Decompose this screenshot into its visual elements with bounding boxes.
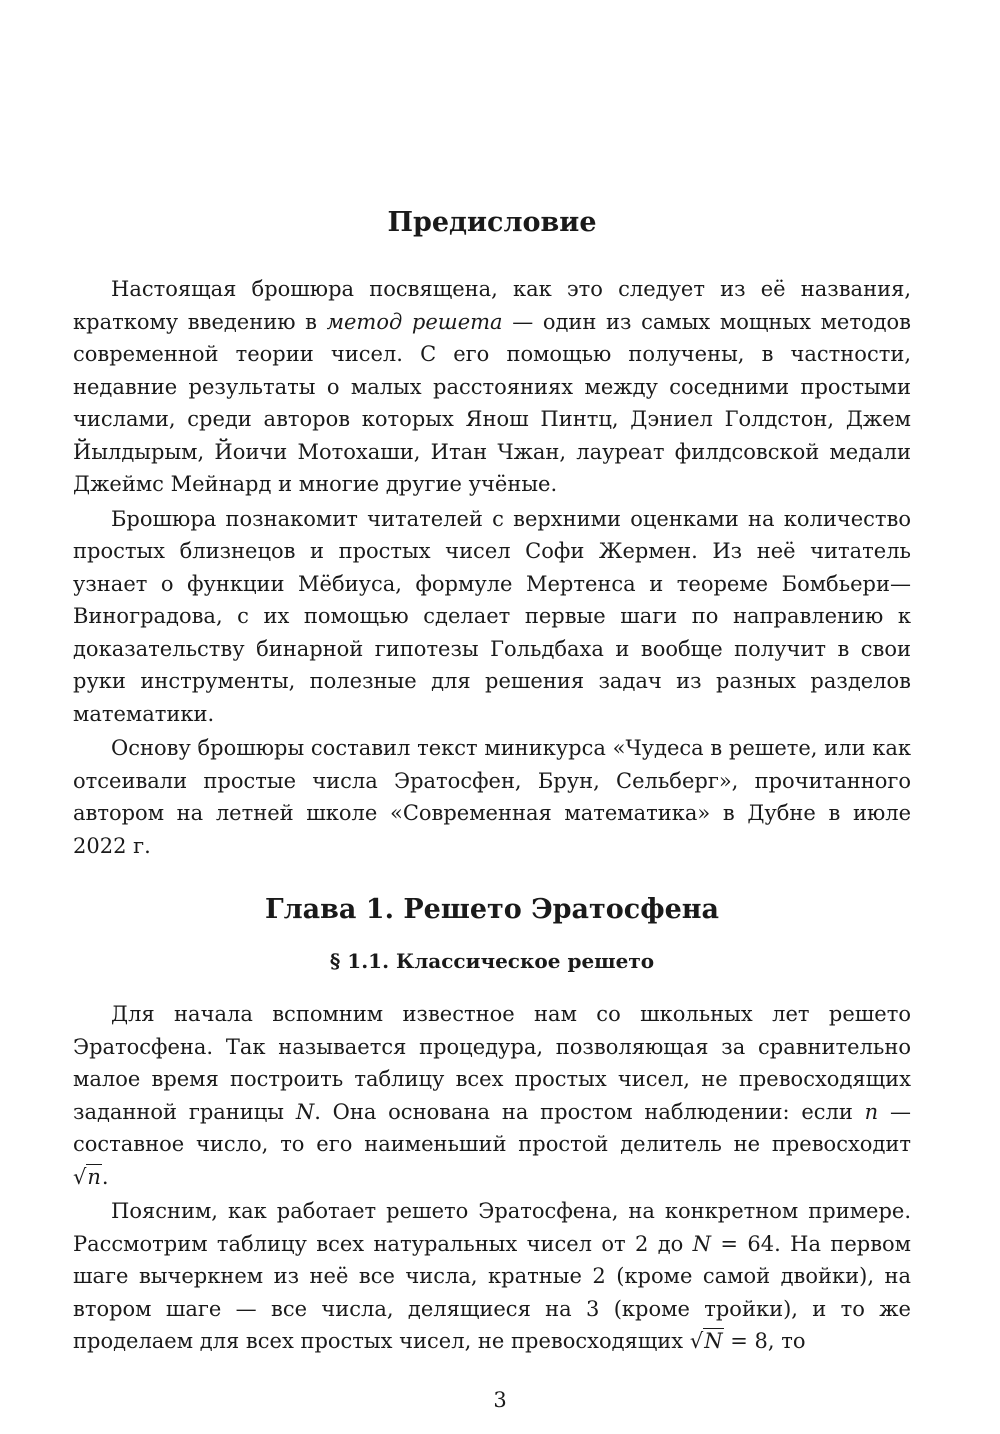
- chapter-p1-text-b: . Она основана на простом наблюдении: если: [314, 1099, 865, 1124]
- chapter-paragraph-2: [73, 1195, 911, 1358]
- sqrt-symbol: √: [73, 1164, 87, 1189]
- sqrt-symbol-2: √: [689, 1329, 704, 1353]
- preface-title: Предисловие: [387, 207, 597, 238]
- chapter-p1-text-c: — составное число, то его наименьший простой делитель не превосходит: [73, 1099, 911, 1156]
- chapter-p1-text-a: Для начала вспомним известное нам со школьных лет решето Эратосфена. Так называется процедура, позволяющая за сравнительно малое время построить таблицу всех простых чисел, не превосходящих заданной границы: [73, 1002, 911, 1124]
- chapter-p2-text-a: Поясним, как работает решето Эратосфена, на конкретном примере. Рассмотрим таблицу всех натуральных чисел от 2 до: [73, 1199, 911, 1256]
- page-number: 3: [493, 1388, 507, 1412]
- chapter-paragraph-1: [73, 998, 911, 1193]
- chapter-p2-text-c: = 8, то: [723, 1329, 806, 1353]
- preface-p1-emphasis: метод решета: [326, 309, 503, 334]
- preface-paragraph-2: Брошюра познакомит читателей с верхними оценками на количество простых близнецов и простых чисел Софи Жермен. Из неё читатель узнает о функции Мёбиуса, формуле Мертенса и теореме Бомбьери—Виноградова, с их помощью сделает первые шаги по направлению к доказательству бинарной гипотезы Гольдбаха и вообще получит в свои руки инструменты, полезные для решения задач из разных разделов математики.: [73, 506, 911, 726]
- math-N: N: [295, 1099, 315, 1124]
- sqrt-argument-n: n: [87, 1164, 101, 1189]
- math-N-2: N: [692, 1231, 712, 1256]
- sqrt-argument-N: N: [704, 1329, 723, 1353]
- math-n: n: [864, 1099, 879, 1124]
- page-content: [73, 205, 911, 1358]
- preface-paragraph-1: [73, 273, 911, 501]
- chapter-title: Глава 1. Решето Эратосфена: [264, 894, 720, 925]
- preface-paragraph-3: Основу брошюры составил текст миникурса «Чудеса в решете, или как отсеивали простые числа Эратосфен, Брун, Сельберг», прочитанного автором на летней школе «Современная математика» в Дубне в июле 2022 г.: [73, 736, 911, 858]
- section-title: § 1.1. Классическое решето: [329, 949, 655, 973]
- preface-p1-text-b: — один из самых мощных методов современной теории чисел. С его помощью получены, в частности, недавние результаты о малых расстояниях между соседними простыми числами, среди авторов которых Янош Пинтц, Дэниел Голдстон, Джем Йылдырым, Йоичи Мотохаши, Итан Чжан, лауреат филдсовской медали Джеймс Мейнард и многие другие учёные.: [73, 309, 911, 496]
- chapter-p2-equation: = 64: [711, 1231, 775, 1256]
- chapter-p2-text-b: . На первом шаге вычеркнем из неё все числа, кратные 2 (кроме самой двойки), на втором шаге — все числа, делящиеся на 3 (кроме тройки), и то же проделаем для всех простых чисел, не превосходящих: [73, 1231, 911, 1353]
- preface-p1-text-a: Настоящая брошюра посвящена, как это следует из её названия, краткому введению в: [73, 277, 911, 334]
- chapter-p1-end: .: [101, 1164, 109, 1189]
